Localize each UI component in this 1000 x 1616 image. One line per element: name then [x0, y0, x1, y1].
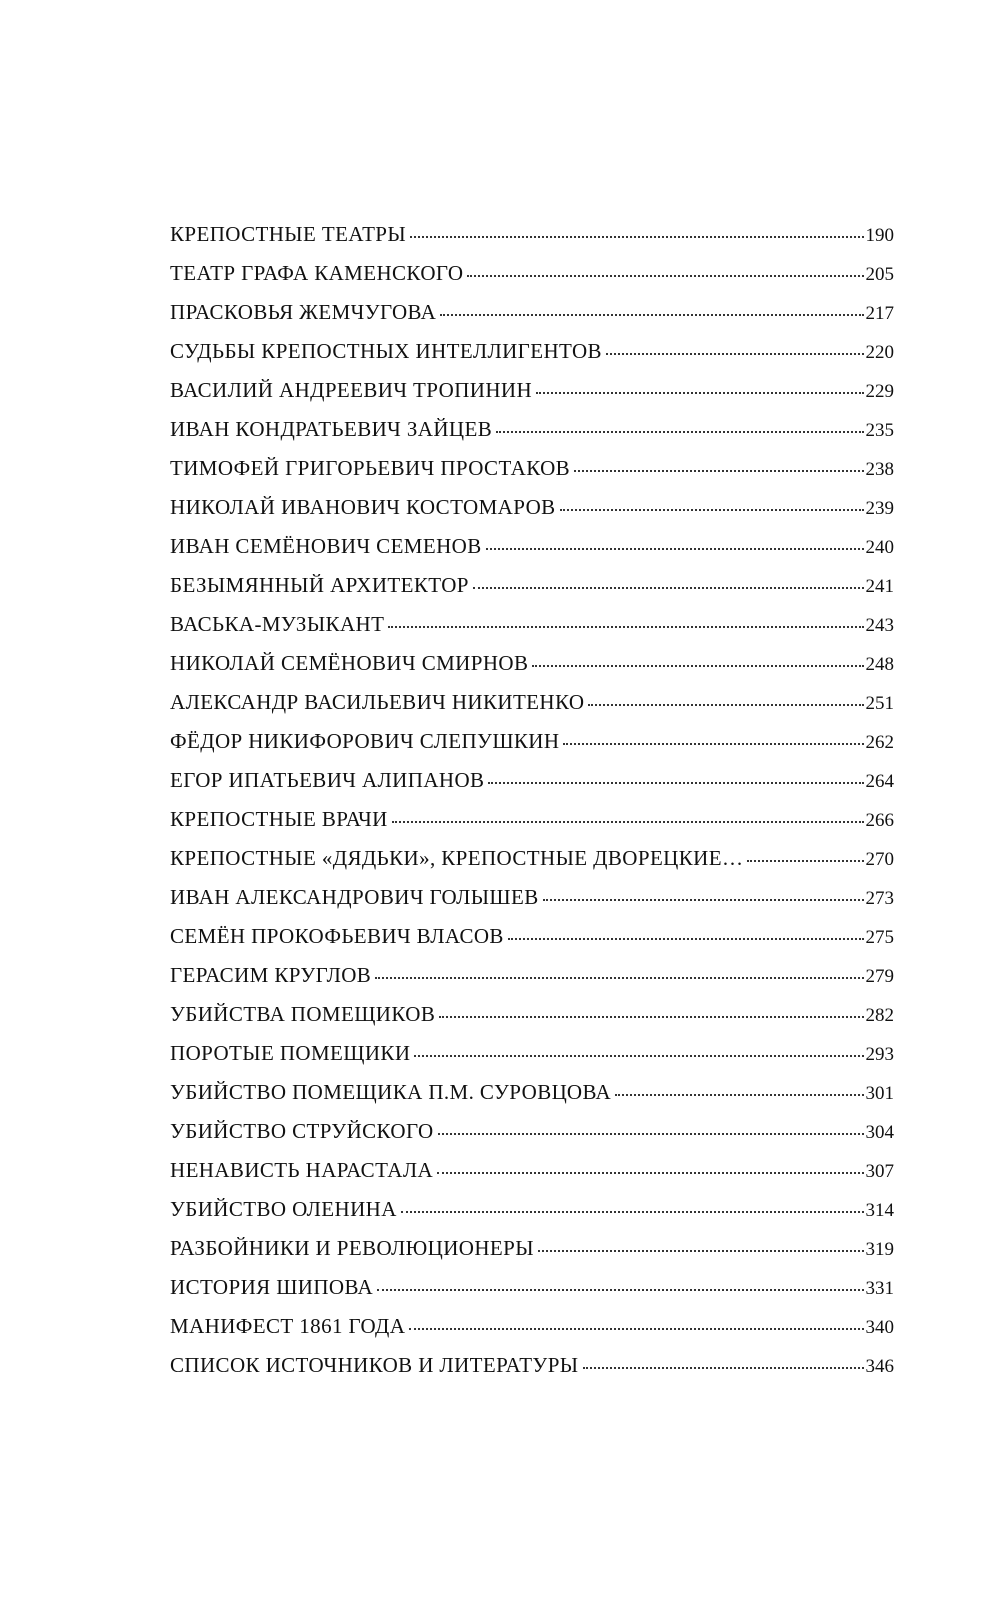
toc-entry[interactable] — [170, 1002, 894, 1041]
toc-entry[interactable] — [170, 729, 894, 768]
toc-dot-leader — [388, 626, 863, 628]
toc-entry-page-number: 240 — [865, 537, 894, 558]
toc-entry-page-number: 243 — [865, 615, 894, 636]
toc-entry-page-number: 251 — [865, 693, 894, 714]
toc-entry-title: КРЕПОСТНЫЕ ТЕАТРЫ — [170, 222, 407, 246]
toc-entry[interactable] — [170, 885, 894, 924]
toc-dot-leader — [410, 236, 863, 238]
toc-entry[interactable] — [170, 846, 894, 885]
toc-entry-page-number: 270 — [865, 849, 894, 870]
toc-entry-page-number: 304 — [865, 1122, 894, 1143]
toc-entry[interactable] — [170, 261, 894, 300]
toc-entry-page-number: 314 — [865, 1200, 894, 1221]
toc-entry-page-number: 340 — [865, 1317, 894, 1338]
toc-entry-page-number: 238 — [865, 459, 894, 480]
toc-entry[interactable] — [170, 963, 894, 1002]
toc-entry[interactable] — [170, 1119, 894, 1158]
toc-entry-page-number: 331 — [865, 1278, 894, 1299]
toc-entry-page-number: 319 — [865, 1239, 894, 1260]
toc-dot-leader — [467, 275, 863, 277]
toc-entry-page-number: 248 — [865, 654, 894, 675]
toc-entry[interactable] — [170, 1197, 894, 1236]
toc-entry-page-number: 301 — [865, 1083, 894, 1104]
toc-entry-page-number: 346 — [865, 1356, 894, 1377]
toc-dot-leader — [560, 509, 864, 511]
toc-entry-page-number: 205 — [865, 264, 894, 285]
toc-entry-title: РАЗБОЙНИКИ И РЕВОЛЮЦИОНЕРЫ — [170, 1236, 534, 1260]
toc-entry-title: ИВАН АЛЕКСАНДРОВИЧ ГОЛЫШЕВ — [170, 885, 539, 909]
toc-dot-leader — [588, 704, 863, 706]
toc-entry-title: СУДЬБЫ КРЕПОСТНЫХ ИНТЕЛЛИГЕНТОВ — [170, 339, 602, 363]
toc-entry-page-number: 293 — [865, 1044, 894, 1065]
toc-dot-leader — [437, 1172, 863, 1174]
toc-entry-title: ТИМОФЕЙ ГРИГОРЬЕВИЧ ПРОСТАКОВ — [170, 456, 571, 480]
toc-entry-title: ИВАН КОНДРАТЬЕВИЧ ЗАЙЦЕВ — [170, 417, 493, 441]
toc-dot-leader — [563, 743, 863, 745]
toc-entry-page-number: 279 — [865, 966, 894, 987]
toc-entry[interactable] — [170, 300, 894, 339]
toc-entry[interactable] — [170, 1236, 894, 1275]
toc-dot-leader — [574, 470, 863, 472]
toc-dot-leader — [508, 938, 864, 940]
toc-dot-leader — [401, 1211, 864, 1213]
toc-entry[interactable] — [170, 612, 894, 651]
toc-entry-page-number: 262 — [865, 732, 894, 753]
toc-dot-leader — [488, 782, 863, 784]
toc-entry[interactable] — [170, 534, 894, 573]
toc-entry-title: СЕМЁН ПРОКОФЬЕВИЧ ВЛАСОВ — [170, 924, 504, 948]
toc-entry[interactable] — [170, 651, 894, 690]
toc-entry-page-number: 220 — [865, 342, 894, 363]
toc-entry[interactable] — [170, 768, 894, 807]
toc-entry[interactable] — [170, 417, 894, 456]
toc-dot-leader — [486, 548, 864, 550]
toc-entry-title: ИСТОРИЯ ШИПОВА — [170, 1275, 374, 1299]
toc-dot-leader — [414, 1055, 863, 1057]
toc-entry[interactable] — [170, 807, 894, 846]
toc-entry[interactable] — [170, 222, 894, 261]
toc-entry[interactable] — [170, 456, 894, 495]
toc-entry[interactable] — [170, 1275, 894, 1314]
toc-entry-title: ТЕАТР ГРАФА КАМЕНСКОГО — [170, 261, 464, 285]
toc-entry-title: НИКОЛАЙ ИВАНОВИЧ КОСТОМАРОВ — [170, 495, 556, 519]
toc-entry-page-number: 239 — [865, 498, 894, 519]
toc-entry[interactable] — [170, 573, 894, 612]
toc-dot-leader — [473, 587, 864, 589]
toc-dot-leader — [439, 1016, 863, 1018]
toc-entry-page-number: 266 — [865, 810, 894, 831]
toc-entry-page-number: 275 — [865, 927, 894, 948]
toc-entry-title: МАНИФЕСТ 1861 ГОДА — [170, 1314, 406, 1338]
toc-dot-leader — [532, 665, 863, 667]
toc-dot-leader — [538, 1250, 864, 1252]
toc-entry[interactable] — [170, 1080, 894, 1119]
toc-entry-page-number: 307 — [865, 1161, 894, 1182]
toc-dot-leader — [375, 977, 863, 979]
toc-entry-title: ЕГОР ИПАТЬЕВИЧ АЛИПАНОВ — [170, 768, 485, 792]
toc-dot-leader — [377, 1289, 863, 1291]
toc-entry-title: КРЕПОСТНЫЕ «ДЯДЬКИ», КРЕПОСТНЫЕ ДВОРЕЦКИЕ… — [170, 846, 744, 870]
toc-dot-leader — [438, 1133, 864, 1135]
toc-dot-leader — [392, 821, 864, 823]
toc-entry-page-number: 273 — [865, 888, 894, 909]
toc-entry[interactable] — [170, 1041, 894, 1080]
toc-entry-title: ВАСИЛИЙ АНДРЕЕВИЧ ТРОПИНИН — [170, 378, 533, 402]
toc-dot-leader — [543, 899, 864, 901]
toc-entry-title: ИВАН СЕМЁНОВИЧ СЕМЕНОВ — [170, 534, 482, 558]
toc-entry[interactable] — [170, 690, 894, 729]
toc-entry-title: ФЁДОР НИКИФОРОВИЧ СЛЕПУШКИН — [170, 729, 560, 753]
toc-entry-title: ПОРОТЫЕ ПОМЕЩИКИ — [170, 1041, 411, 1065]
toc-entry[interactable] — [170, 924, 894, 963]
toc-dot-leader — [496, 431, 863, 433]
toc-entry-title: АЛЕКСАНДР ВАСИЛЬЕВИЧ НИКИТЕНКО — [170, 690, 585, 714]
toc-entry-title: ВАСЬКА-МУЗЫКАНТ — [170, 612, 385, 636]
toc-entry-title: ГЕРАСИМ КРУГЛОВ — [170, 963, 372, 987]
toc-dot-leader — [440, 314, 863, 316]
toc-entry[interactable] — [170, 1158, 894, 1197]
toc-entry-title: КРЕПОСТНЫЕ ВРАЧИ — [170, 807, 388, 831]
toc-entry[interactable] — [170, 1314, 894, 1353]
toc-entry-page-number: 235 — [865, 420, 894, 441]
toc-entry-title: СПИСОК ИСТОЧНИКОВ И ЛИТЕРАТУРЫ — [170, 1353, 579, 1377]
toc-entry-page-number: 241 — [865, 576, 894, 597]
toc-entry-page-number: 264 — [865, 771, 894, 792]
toc-entry-page-number: 217 — [865, 303, 894, 324]
toc-entry-title: УБИЙСТВА ПОМЕЩИКОВ — [170, 1002, 436, 1026]
toc-entry-title: УБИЙСТВО СТРУЙСКОГО — [170, 1119, 434, 1143]
toc-entry-title: УБИЙСТВО ОЛЕНИНА — [170, 1197, 397, 1221]
toc-dot-leader — [409, 1328, 863, 1330]
toc-dot-leader — [747, 860, 863, 862]
toc-entry-page-number: 190 — [865, 225, 894, 246]
toc-entry-title: ПРАСКОВЬЯ ЖЕМЧУГОВА — [170, 300, 437, 324]
toc-entry[interactable] — [170, 495, 894, 534]
toc-entry-title: УБИЙСТВО ПОМЕЩИКА П.М. СУРОВЦОВА — [170, 1080, 612, 1104]
toc-entry[interactable] — [170, 1353, 894, 1392]
toc-entry[interactable] — [170, 339, 894, 378]
toc-entry-title: НЕНАВИСТЬ НАРАСТАЛА — [170, 1158, 434, 1182]
toc-entry-page-number: 229 — [865, 381, 894, 402]
table-of-contents — [170, 222, 894, 1392]
toc-dot-leader — [583, 1367, 864, 1369]
toc-entry-page-number: 282 — [865, 1005, 894, 1026]
toc-dot-leader — [536, 392, 863, 394]
toc-entry[interactable] — [170, 378, 894, 417]
toc-entry-title: НИКОЛАЙ СЕМЁНОВИЧ СМИРНОВ — [170, 651, 529, 675]
toc-dot-leader — [606, 353, 864, 355]
toc-entry-title: БЕЗЫМЯННЫЙ АРХИТЕКТОР — [170, 573, 469, 597]
toc-dot-leader — [615, 1094, 863, 1096]
